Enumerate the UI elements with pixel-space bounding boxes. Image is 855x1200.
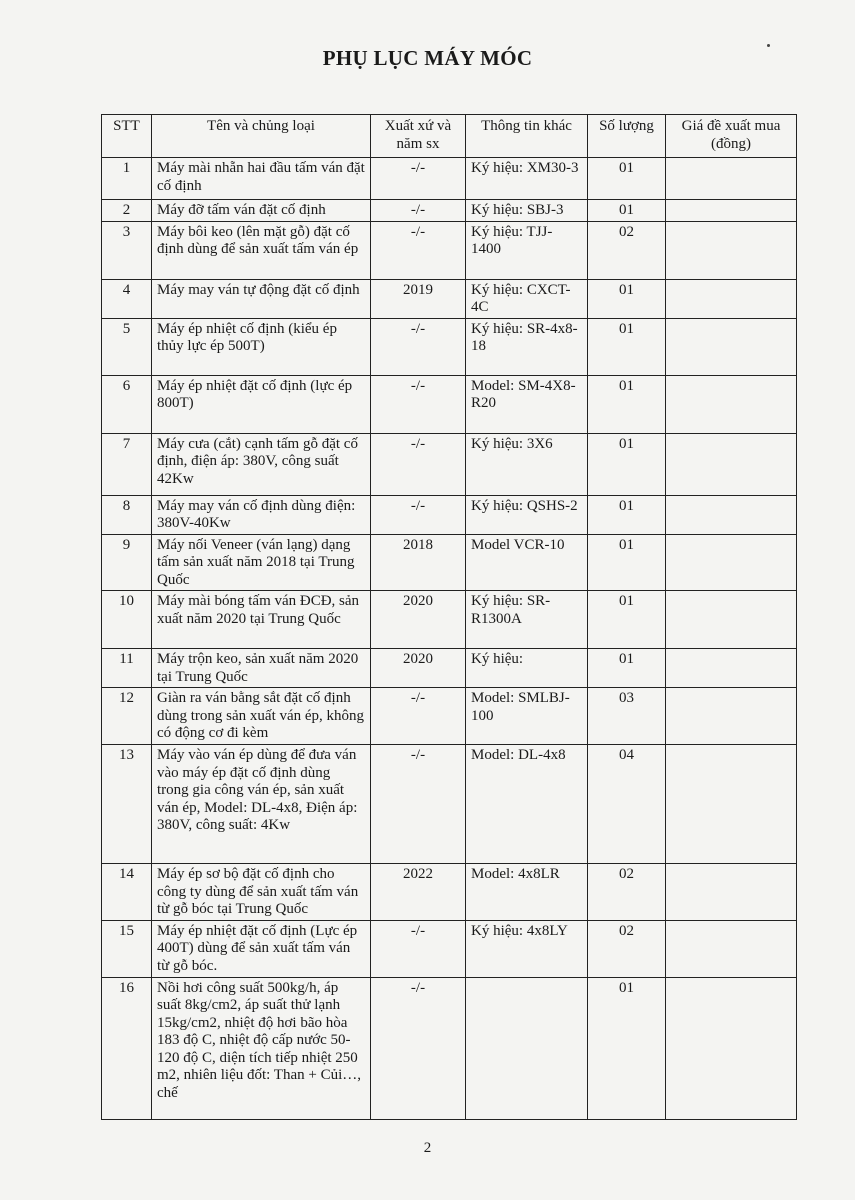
table-row — [102, 864, 797, 921]
cell-info: Ký hiệu: SBJ-3 — [466, 200, 588, 222]
cell-origin: -/- — [371, 158, 466, 200]
cell-quantity: 01 — [588, 495, 666, 534]
cell-info: Model: SM-4X8-R20 — [466, 375, 588, 433]
table-row — [102, 688, 797, 745]
cell-stt: 11 — [102, 649, 152, 688]
cell-price — [666, 158, 797, 200]
cell-quantity: 01 — [588, 591, 666, 649]
cell-origin: -/- — [371, 688, 466, 745]
cell-origin: -/- — [371, 920, 466, 977]
cell-stt: 14 — [102, 864, 152, 921]
cell-price — [666, 318, 797, 375]
cell-stt: 5 — [102, 318, 152, 375]
table-row — [102, 495, 797, 534]
cell-quantity: 01 — [588, 534, 666, 591]
cell-name: Máy mài nhẵn hai đầu tấm ván đặt cố định — [152, 158, 371, 200]
cell-info: Ký hiệu: CXCT-4C — [466, 279, 588, 318]
page-number: 2 — [423, 1140, 432, 1156]
cell-stt: 8 — [102, 495, 152, 534]
cell-quantity: 02 — [588, 920, 666, 977]
cell-price — [666, 977, 797, 1119]
table-row — [102, 318, 797, 375]
cell-origin: 2018 — [371, 534, 466, 591]
table-row — [102, 745, 797, 864]
cell-stt: 3 — [102, 221, 152, 279]
cell-quantity: 02 — [588, 221, 666, 279]
cell-price — [666, 534, 797, 591]
cell-name: Máy ép nhiệt cố định (kiểu ép thủy lực ép 500T) — [152, 318, 371, 375]
cell-name: Giàn ra ván bằng sắt đặt cố định dùng trong sản xuất ván ép, không có động cơ đi kèm — [152, 688, 371, 745]
cell-origin: 2019 — [371, 279, 466, 318]
cell-name: Máy nối Veneer (ván lạng) dạng tấm sản xuất năm 2018 tại Trung Quốc — [152, 534, 371, 591]
cell-info: Model: DL-4x8 — [466, 745, 588, 864]
cell-price — [666, 279, 797, 318]
cell-stt: 9 — [102, 534, 152, 591]
cell-price — [666, 920, 797, 977]
table-row — [102, 591, 797, 649]
cell-quantity: 04 — [588, 745, 666, 864]
cell-origin: -/- — [371, 977, 466, 1119]
cell-name: Máy bôi keo (lên mặt gỗ) đặt cố định dùng để sản xuất tấm ván ép — [152, 221, 371, 279]
cell-quantity: 02 — [588, 864, 666, 921]
header-info: Thông tin khác — [466, 115, 588, 158]
scan-speck — [767, 44, 770, 47]
table-header-row — [102, 115, 797, 158]
cell-name: Máy trộn keo, sản xuất năm 2020 tại Trung Quốc — [152, 649, 371, 688]
table-row — [102, 158, 797, 200]
cell-name: Máy đỡ tấm ván đặt cố định — [152, 200, 371, 222]
header-price: Giá đề xuất mua (đồng) — [666, 115, 797, 158]
cell-stt: 4 — [102, 279, 152, 318]
cell-price — [666, 745, 797, 864]
cell-origin: -/- — [371, 221, 466, 279]
table-row — [102, 221, 797, 279]
cell-price — [666, 688, 797, 745]
cell-stt: 15 — [102, 920, 152, 977]
cell-name: Máy ép nhiệt đặt cố định (lực ép 800T) — [152, 375, 371, 433]
table-body — [102, 158, 797, 1120]
cell-stt: 12 — [102, 688, 152, 745]
header-name: Tên và chủng loại — [152, 115, 371, 158]
cell-origin: -/- — [371, 433, 466, 495]
header-origin: Xuất xứ và năm sx — [371, 115, 466, 158]
cell-quantity: 01 — [588, 200, 666, 222]
cell-quantity: 03 — [588, 688, 666, 745]
cell-price — [666, 433, 797, 495]
cell-info: Model: 4x8LR — [466, 864, 588, 921]
cell-quantity: 01 — [588, 318, 666, 375]
page-title: PHỤ LỤC MÁY MÓC — [322, 46, 533, 70]
header-stt: STT — [102, 115, 152, 158]
table-row — [102, 977, 797, 1119]
cell-origin: -/- — [371, 495, 466, 534]
cell-origin: -/- — [371, 318, 466, 375]
table-row — [102, 920, 797, 977]
table-row — [102, 534, 797, 591]
cell-info: Ký hiệu: 4x8LY — [466, 920, 588, 977]
cell-name: Máy ép sơ bộ đặt cố định cho công ty dùng để sản xuất tấm ván từ gỗ bóc tại Trung Quốc — [152, 864, 371, 921]
cell-stt: 13 — [102, 745, 152, 864]
cell-quantity: 01 — [588, 433, 666, 495]
cell-info: Ký hiệu: QSHS-2 — [466, 495, 588, 534]
table-row — [102, 375, 797, 433]
cell-price — [666, 591, 797, 649]
cell-info: Ký hiệu: SR-R1300A — [466, 591, 588, 649]
cell-quantity: 01 — [588, 375, 666, 433]
cell-name: Máy may ván tự động đặt cố định — [152, 279, 371, 318]
cell-stt: 16 — [102, 977, 152, 1119]
cell-origin: -/- — [371, 200, 466, 222]
machine-table — [101, 114, 797, 1120]
table-row — [102, 433, 797, 495]
cell-info: Ký hiệu: SR-4x8-18 — [466, 318, 588, 375]
cell-price — [666, 375, 797, 433]
cell-stt: 2 — [102, 200, 152, 222]
header-quantity: Số lượng — [588, 115, 666, 158]
cell-info: Ký hiệu: XM30-3 — [466, 158, 588, 200]
table-row — [102, 279, 797, 318]
cell-price — [666, 649, 797, 688]
cell-price — [666, 495, 797, 534]
cell-name: Máy may ván cố định dùng điện: 380V-40Kw — [152, 495, 371, 534]
cell-info: Model VCR-10 — [466, 534, 588, 591]
cell-stt: 6 — [102, 375, 152, 433]
cell-origin: 2020 — [371, 591, 466, 649]
cell-info: Ký hiệu: 3X6 — [466, 433, 588, 495]
cell-quantity: 01 — [588, 977, 666, 1119]
cell-name: Nồi hơi công suất 500kg/h, áp suất 8kg/cm2, áp suất thử lạnh 15kg/cm2, nhiệt độ hơi bão hòa 183 độ C, nhiệt độ cấp nước 50-120 độ C, diện tích tiếp nhiệt 250 m2, nhiên liệu đốt: Than + Củi…, chế — [152, 977, 371, 1119]
table-row — [102, 200, 797, 222]
cell-price — [666, 200, 797, 222]
cell-name: Máy ép nhiệt đặt cố định (Lực ép 400T) dùng để sản xuất tấm ván từ gỗ bóc. — [152, 920, 371, 977]
cell-name: Máy vào ván ép dùng để đưa ván vào máy ép đặt cố định dùng trong gia công ván ép, sản xuất ván ép, Model: DL-4x8, Điện áp: 380V, công suất: 4Kw — [152, 745, 371, 864]
cell-origin: 2022 — [371, 864, 466, 921]
cell-name: Máy cưa (cắt) cạnh tấm gỗ đặt cố định, điện áp: 380V, công suất 42Kw — [152, 433, 371, 495]
cell-stt: 7 — [102, 433, 152, 495]
cell-name: Máy mài bóng tấm ván ĐCĐ, sản xuất năm 2020 tại Trung Quốc — [152, 591, 371, 649]
cell-info: Model: SMLBJ-100 — [466, 688, 588, 745]
cell-info — [466, 977, 588, 1119]
cell-quantity: 01 — [588, 649, 666, 688]
cell-quantity: 01 — [588, 279, 666, 318]
cell-price — [666, 221, 797, 279]
cell-origin: -/- — [371, 745, 466, 864]
cell-origin: 2020 — [371, 649, 466, 688]
cell-price — [666, 864, 797, 921]
cell-stt: 10 — [102, 591, 152, 649]
cell-info: Ký hiệu: TJJ-1400 — [466, 221, 588, 279]
cell-stt: 1 — [102, 158, 152, 200]
cell-quantity: 01 — [588, 158, 666, 200]
cell-info: Ký hiệu: — [466, 649, 588, 688]
cell-origin: -/- — [371, 375, 466, 433]
table-row — [102, 649, 797, 688]
